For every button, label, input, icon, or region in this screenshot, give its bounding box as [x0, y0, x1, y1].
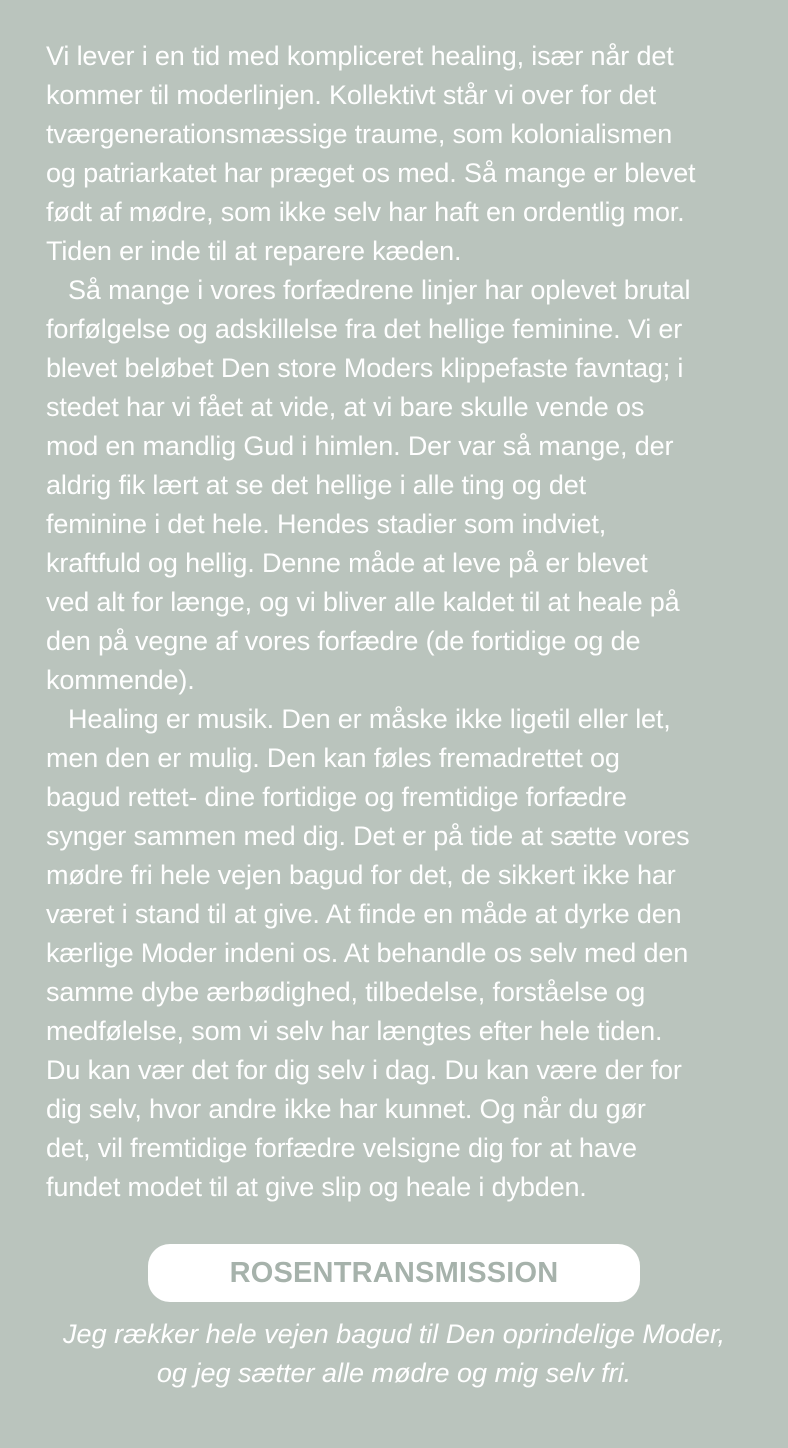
closing-quote	[0, 1315, 788, 1393]
paragraph-2: Så mange i vores forfædrene linjer har oplevet brutal forfølgelse og adskillelse fra det hellige feminine. Vi er blevet beløbet Den store Moders klippefaste favntag; i stedet har vi fået at vide, at vi bare skulle vende os mod en mandlig Gud i himlen. Der var så mange, der aldrig fik lært at se det hellige i alle ting og det feminine i det hele. Hendes stadier som indviet, kraftfuld og hellig. Denne måde at leve på er blevet ved alt for længe, og vi bliver alle kaldet til at heale på den på vegne af vores forfædre (de fortidige og de kommende).	[46, 275, 691, 695]
quote-line-1: Jeg rækker hele vejen bagud til Den oprindelige Moder,	[63, 1319, 725, 1349]
paragraph-3: Healing er musik. Den er måske ikke ligetil eller let, men den er mulig. Den kan føles fremadrettet og bagud rettet- dine fortidige og fremtidige forfædre synger sammen med dig. Det er på tide at sætte vores mødre fri hele vejen bagud for det, de sikkert ikke har været i stand til at give. At finde en måde at dyrke den kærlige Moder indeni os. At behandle os selv med den samme dybe ærbødighed, tilbedelse, forståelse og medfølelse, som vi selv har længtes efter hele tiden. Du kan vær det for dig selv i dag. Du kan være der for dig selv, hvor andre ikke har kunnet. Og når du gør det, vil fremtidige forfædre velsigne dig for at have fundet modet til at give slip og heale i dybden.	[46, 704, 690, 1202]
badge-label: ROSENTRANSMISSION	[229, 1256, 559, 1289]
paragraph-1: Vi lever i en tid med kompliceret healing, især når det kommer til moderlinjen. Kollektivt står vi over for det tværgenerationsmæssige traume, som kolonialismen og patriarkatet har præget os med. Så mange er blevet født af mødre, som ikke selv har haft en ordentlig mor. Tiden er inde til at reparere kæden.	[46, 41, 696, 266]
rosentransmission-badge	[148, 1244, 640, 1302]
body-text	[46, 37, 762, 1207]
quote-line-2: og jeg sætter alle mødre og mig selv fri.	[156, 1358, 632, 1388]
